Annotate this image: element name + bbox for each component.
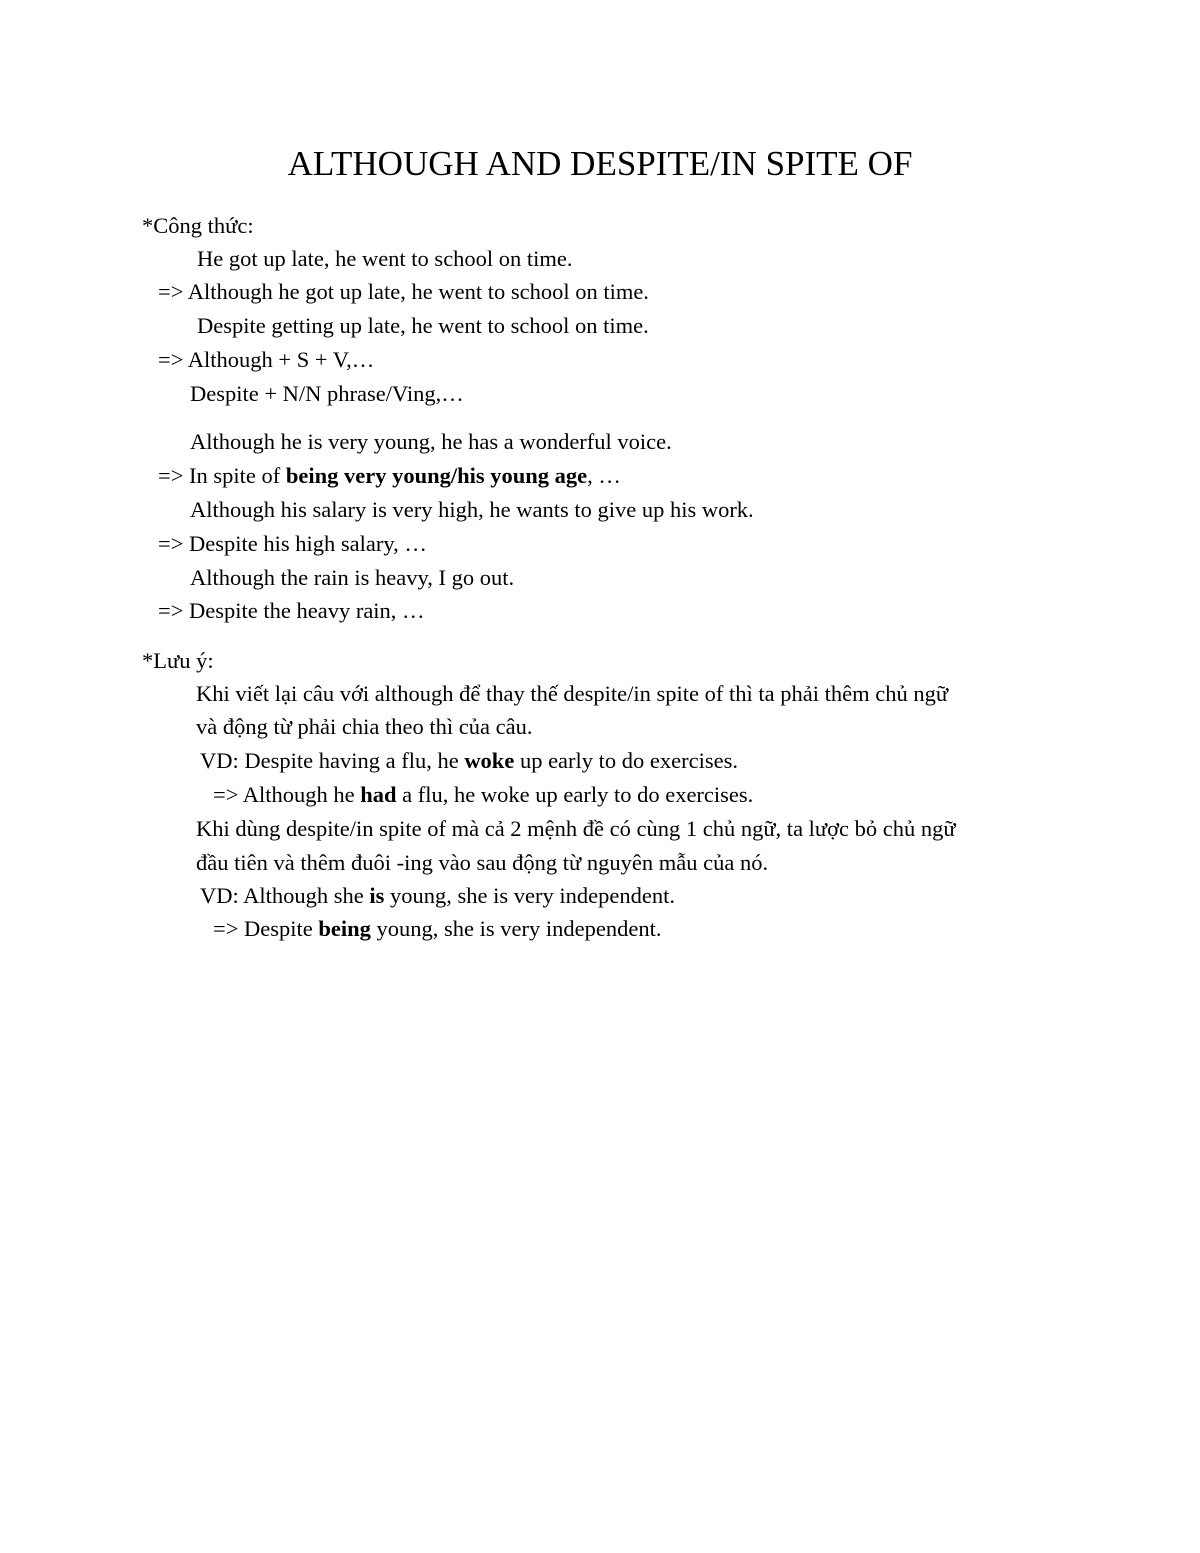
note-1-example-bold: woke [464,748,515,773]
note-1-line-1: Khi viết lại câu với although để thay thế despite/in spite of thì ta phải thêm chủ ngữ [196,681,949,706]
note-1-example-result-bold: had [360,782,397,807]
note-1-example: VD: Despite having a flu, he woke up early to do exercises. [200,748,738,773]
formula-line-4: => Although + S + V,… [158,347,375,372]
note-2-example-bold: is [369,883,385,908]
note-2-example-result-bold: being [318,916,371,941]
formula-line-1: He got up late, he went to school on time. [197,246,573,271]
example-1-bold: being very young/his young age [285,463,588,488]
page-title: ALTHOUGH AND DESPITE/IN SPITE OF [287,144,913,183]
note-2-example-result: => Despite being young, she is very independent. [213,916,662,941]
formula-line-3: Despite getting up late, he went to school on time. [197,313,649,338]
example-1-result: => In spite of being very young/his young age, … [158,463,621,488]
note-2-line-1: Khi dùng despite/in spite of mà cả 2 mệnh đề có cùng 1 chủ ngữ, ta lược bỏ chủ ngữ [196,816,956,841]
note-2-line-2: đầu tiên và thêm đuôi -ing vào sau động từ nguyên mẫu của nó. [196,850,769,875]
note-1-example-result: => Although he had a flu, he woke up early to do exercises. [213,782,754,807]
formula-line-5: Despite + N/N phrase/Ving,… [190,381,464,406]
example-1-sentence: Although he is very young, he has a wonderful voice. [190,429,672,454]
formula-heading: *Công thức: [142,213,254,238]
note-1-line-2: và động từ phải chia theo thì của câu. [196,714,533,739]
example-2-sentence: Although his salary is very high, he wants to give up his work. [190,497,754,522]
example-2-result: => Despite his high salary, … [158,531,427,556]
note-2-example: VD: Although she is young, she is very independent. [200,883,675,908]
note-heading: *Lưu ý: [142,648,214,673]
example-3-sentence: Although the rain is heavy, I go out. [190,565,515,590]
example-3-result: => Despite the heavy rain, … [158,598,425,623]
formula-line-2: => Although he got up late, he went to school on time. [158,279,649,304]
